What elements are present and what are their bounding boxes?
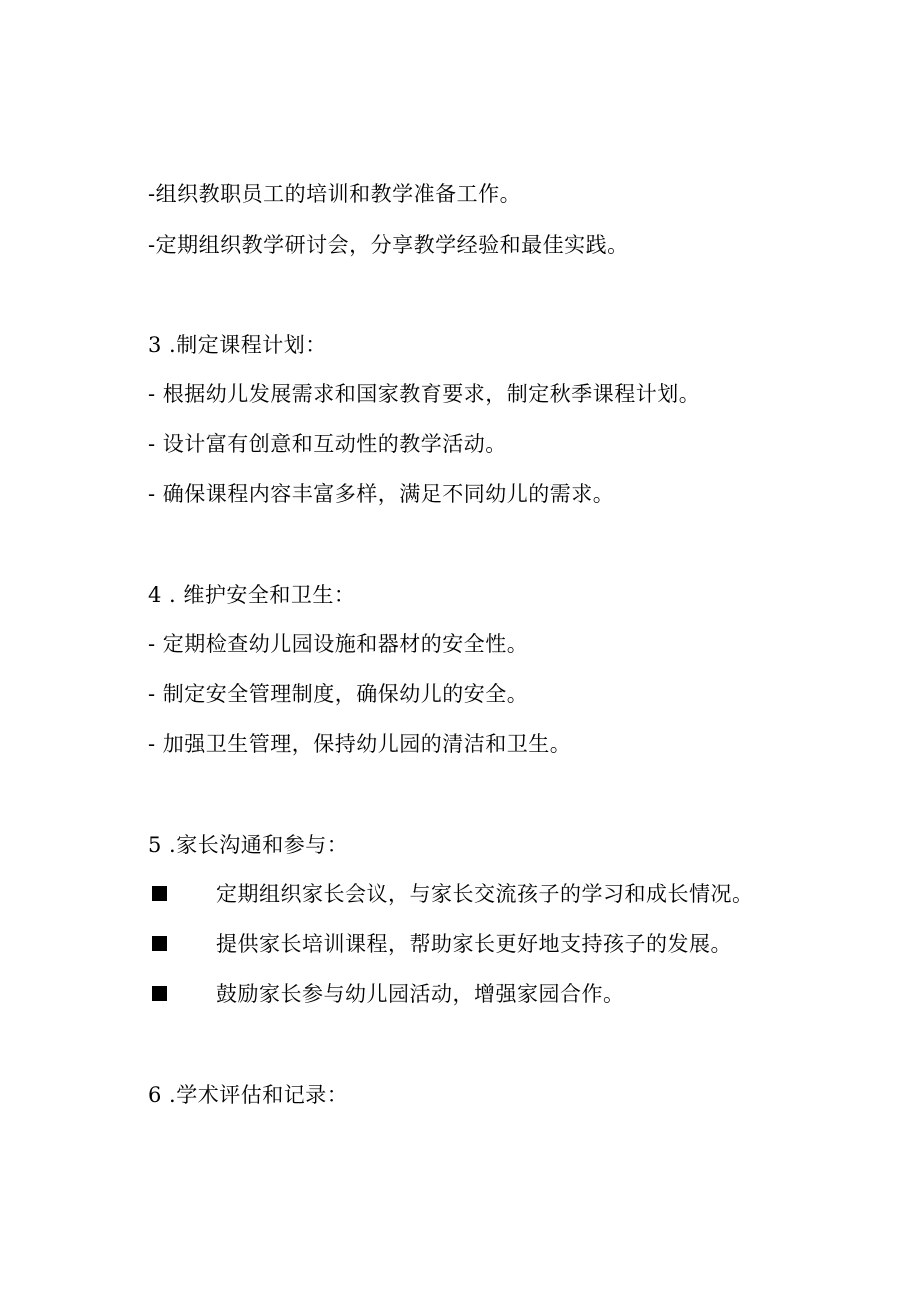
bullet-list-item [152,880,754,908]
list-item: - 定期检查幼儿园设施和器材的安全性。 [148,632,529,656]
list-item: - 确保课程内容丰富多样，满足不同幼儿的需求。 [148,482,615,506]
section-heading: 5 .家长沟通和参与： [148,833,349,857]
square-bullet-icon [152,936,167,951]
square-bullet-icon [152,886,167,901]
list-item-text: 鼓励家长参与幼儿园活动，增强家园合作。 [216,982,625,1006]
bullet-list-item [152,980,625,1008]
section-heading: 6 .学术评估和记录： [148,1083,349,1107]
list-item: -定期组织教学研讨会，分享教学经验和最佳实践。 [148,233,629,257]
list-item: - 根据幼儿发展需求和国家教育要求，制定秋季课程计划。 [148,382,701,406]
bullet-list-item [152,930,732,958]
section-heading: 4 . 维护安全和卫生： [148,583,356,607]
list-item: - 加强卫生管理，保持幼儿园的清洁和卫生。 [148,732,572,756]
list-item-text: 提供家长培训课程，帮助家长更好地支持孩子的发展。 [216,932,732,956]
square-bullet-icon [152,986,167,1001]
list-item: - 设计富有创意和互动性的教学活动。 [148,432,507,456]
list-item: - 制定安全管理制度，确保幼儿的安全。 [148,682,529,706]
list-item: -组织教职员工的培训和教学准备工作。 [148,182,522,206]
list-item-text: 定期组织家长会议，与家长交流孩子的学习和成长情况。 [216,882,754,906]
section-heading: 3 .制定课程计划： [148,333,327,357]
